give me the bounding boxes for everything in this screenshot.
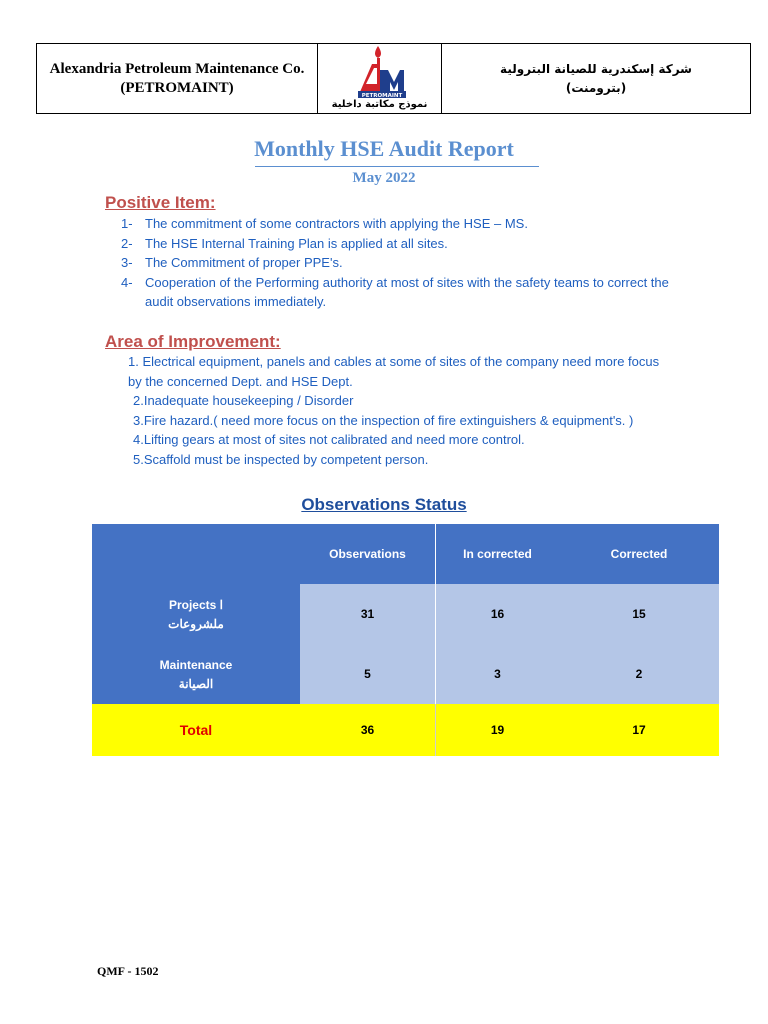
svg-text:PETROMAINT: PETROMAINT [361,93,403,99]
list-item-text: Cooperation of the Performing authority at most of sites with the safety teams to correct the audit observations immediately. [145,274,669,309]
area-of-improvement-heading: Area of Improvement: [105,332,281,351]
list-item-number: 4- [121,274,133,290]
list-item [121,253,691,273]
table-header-cell: In corrected [436,524,559,584]
company-name-english [37,44,318,113]
list-item: by the concerned Dept. and HSE Dept. [128,373,353,389]
table-header-row [92,524,719,584]
internal-correspondence-caption: نموذج مكاتبة داخلية [331,99,428,110]
table-cell: 31 [300,584,436,644]
company-name-arabic [442,44,750,113]
table-cell: 15 [559,584,719,644]
table-cell: 17 [559,704,719,756]
row-label-ar: الصيانة [178,676,214,691]
list-item-number: 3- [121,255,133,270]
positive-item-list [121,214,691,312]
list-item-text: The HSE Internal Training Plan is applied at all sites. [145,235,448,251]
table-total-row [92,704,719,756]
row-label-en: Projects ا [168,597,224,612]
positive-item-heading: Positive Item: [105,193,216,212]
list-item-number: 1- [121,216,133,231]
table-cell: 19 [436,704,559,756]
list-item [121,214,691,234]
observations-table [92,524,719,756]
table-cell: 5 [300,644,436,704]
list-item: 5.Scaffold must be inspected by competent person. [133,451,429,467]
row-label-en: Maintenance [159,657,233,672]
list-item-text: The commitment of some contractors with applying the HSE – MS. [145,216,528,231]
total-label: Total [92,704,300,756]
company-name-ar-line2: (بترومنت) [565,80,627,95]
table-cell: 2 [559,644,719,704]
title-underline [255,166,539,167]
list-item-text: The Commitment of proper PPE's. [145,255,343,270]
list-item: 3.Fire hazard.( need more focus on the inspection of fire extinguishers & equipment's. ) [133,412,634,428]
table-header-cell: Observations [300,524,436,584]
list-item: 2.Inadequate housekeeping / Disorder [133,393,354,408]
list-item: 4.Lifting gears at most of sites not calibrated and need more control. [133,432,525,447]
report-date: May 2022 [352,170,416,186]
table-header-cell: Corrected [559,524,719,584]
table-cell: 16 [436,584,559,644]
company-name-ar-line1: شركة إسكندرية للصيانة البترولية [500,61,692,76]
list-item [121,273,691,312]
list-item-number: 2- [121,235,133,251]
table-cell: 36 [300,704,436,756]
row-label [92,644,300,704]
table-header-cell [92,524,300,584]
improvement-list [128,352,728,469]
logo-cell [318,44,442,113]
report-title: Monthly HSE Audit Report [254,136,514,161]
form-code: QMF - 1502 [97,964,159,978]
document-header [36,43,751,114]
table-row [92,644,719,704]
list-item [121,234,691,254]
table-cell: 3 [436,644,559,704]
observations-status-title: Observations Status [301,495,467,514]
table-row [92,584,719,644]
petromaint-logo-icon [350,44,410,100]
row-label [92,584,300,644]
company-name-en-line2: (PETROMAINT) [120,79,234,96]
company-name-en-line1: Alexandria Petroleum Maintenance Co. [49,60,305,77]
row-label-ar: ملشروعات [168,616,224,631]
list-item: 1. Electrical equipment, panels and cables at some of sites of the company need more focus [128,354,660,369]
